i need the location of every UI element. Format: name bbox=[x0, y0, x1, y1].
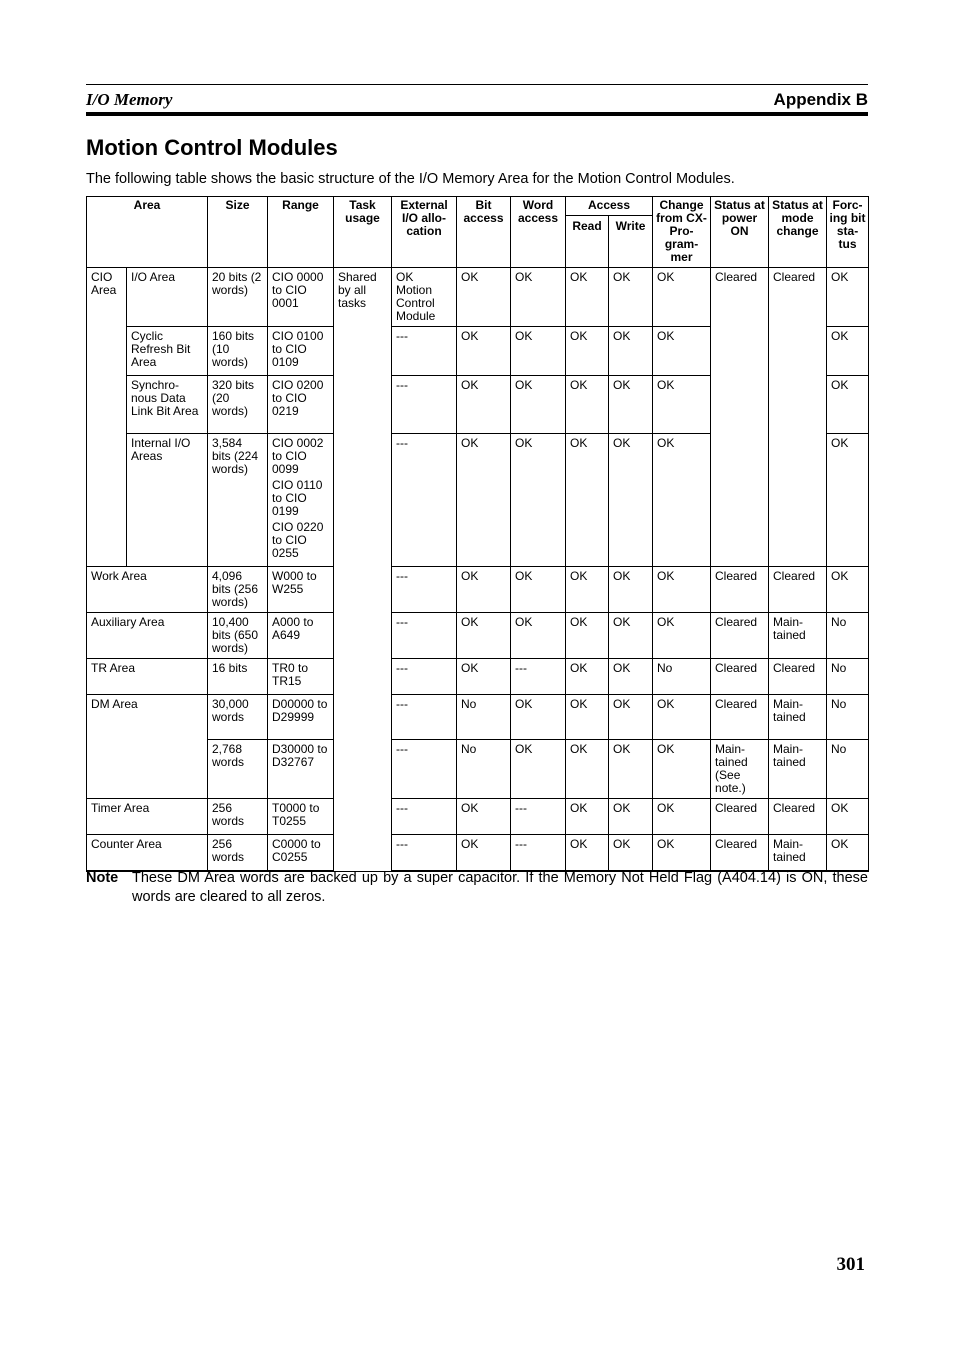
cell-word: OK bbox=[511, 434, 566, 567]
cell-bit: No bbox=[457, 695, 511, 740]
range-value: C0000 to C0255 bbox=[272, 837, 321, 864]
running-header-appendix: Appendix B bbox=[773, 90, 868, 109]
cell-bit: OK bbox=[457, 613, 511, 659]
cell-read: OK bbox=[566, 695, 609, 740]
cell-change: OK bbox=[653, 567, 711, 613]
cell-change: OK bbox=[653, 434, 711, 567]
range-value: CIO 0100 to CIO 0109 bbox=[272, 329, 324, 369]
table-row bbox=[87, 567, 869, 613]
cell-write: OK bbox=[609, 268, 653, 327]
range-value: CIO 0220 to CIO 0255 bbox=[272, 520, 324, 560]
cell-write: OK bbox=[609, 835, 653, 872]
cell-read: OK bbox=[566, 327, 609, 376]
col-header-change: Change from CX-Pro-gram-mer bbox=[653, 197, 711, 268]
cell-read: OK bbox=[566, 567, 609, 613]
cell-range bbox=[268, 327, 334, 376]
cell-status-power: Cleared bbox=[711, 659, 769, 695]
cell-size: 20 bits (2 words) bbox=[208, 268, 268, 327]
cell-size: 256 words bbox=[208, 799, 268, 835]
cell-status-mode: Main-tained bbox=[769, 740, 827, 799]
range-value: W000 to W255 bbox=[272, 569, 317, 596]
cell-read: OK bbox=[566, 268, 609, 327]
cell-size: 320 bits (20 words) bbox=[208, 376, 268, 434]
cell-word: OK bbox=[511, 376, 566, 434]
cell-status-power: Cleared bbox=[711, 835, 769, 872]
intro-paragraph: The following table shows the basic structure of the I/O Memory Area for the Motion Control Modules. bbox=[86, 171, 735, 187]
col-header-access: Access bbox=[566, 197, 653, 216]
cell-read: OK bbox=[566, 613, 609, 659]
cell-word: --- bbox=[511, 835, 566, 872]
cell-write: OK bbox=[609, 376, 653, 434]
note-text: These DM Area words are backed up by a super capacitor. If the Memory Not Held Flag (A404.14) is ON, these words are cleared to all zeros. bbox=[132, 870, 868, 905]
table-row bbox=[87, 835, 869, 872]
cell-write: OK bbox=[609, 799, 653, 835]
cell-task-usage: Shared by all tasks bbox=[334, 268, 392, 872]
col-header-task-usage: Task usage bbox=[334, 197, 392, 268]
cell-forcing: OK bbox=[827, 799, 869, 835]
cell-size: 2,768 words bbox=[208, 740, 268, 799]
cell-range bbox=[268, 740, 334, 799]
range-value: D30000 to D32767 bbox=[272, 742, 328, 769]
cell-word: OK bbox=[511, 695, 566, 740]
cell-write: OK bbox=[609, 659, 653, 695]
cell-bit: OK bbox=[457, 659, 511, 695]
cell-forcing: OK bbox=[827, 376, 869, 434]
cell-bit: OK bbox=[457, 268, 511, 327]
range-value: A000 to A649 bbox=[272, 615, 314, 642]
io-memory-table bbox=[86, 196, 869, 872]
cell-range bbox=[268, 376, 334, 434]
cell-status-mode: Main-tained bbox=[769, 835, 827, 872]
cell-change: OK bbox=[653, 835, 711, 872]
cell-word: OK bbox=[511, 567, 566, 613]
cell-size: 256 words bbox=[208, 835, 268, 872]
cell-bit: OK bbox=[457, 327, 511, 376]
section-title: Motion Control Modules bbox=[86, 135, 338, 160]
cell-status-mode: Cleared bbox=[769, 799, 827, 835]
cell-size: 16 bits bbox=[208, 659, 268, 695]
cell-write: OK bbox=[609, 740, 653, 799]
col-header-external-io: External I/O allo-cation bbox=[392, 197, 457, 268]
cell-range bbox=[268, 434, 334, 567]
cell-area: Internal I/O Areas bbox=[127, 434, 208, 567]
group-label-cio: CIO Area bbox=[87, 268, 127, 567]
cell-forcing: OK bbox=[827, 835, 869, 872]
cell-status-power: Main-tained (See note.) bbox=[711, 740, 769, 799]
cell-external: --- bbox=[392, 434, 457, 567]
cell-external: --- bbox=[392, 327, 457, 376]
range-value: TR0 to TR15 bbox=[272, 661, 309, 688]
cell-change: OK bbox=[653, 799, 711, 835]
cell-forcing: No bbox=[827, 613, 869, 659]
cell-read: OK bbox=[566, 376, 609, 434]
cell-area: TR Area bbox=[87, 659, 208, 695]
cell-size: 160 bits (10 words) bbox=[208, 327, 268, 376]
cell-status-power: Cleared bbox=[711, 613, 769, 659]
cell-word: --- bbox=[511, 659, 566, 695]
cell-external: --- bbox=[392, 695, 457, 740]
cell-external: --- bbox=[392, 567, 457, 613]
cell-external: --- bbox=[392, 835, 457, 872]
cell-change: OK bbox=[653, 740, 711, 799]
range-value: D00000 to D29999 bbox=[272, 697, 328, 724]
cell-status-mode: Main-tained bbox=[769, 613, 827, 659]
cell-area: I/O Area bbox=[127, 268, 208, 327]
cell-forcing: OK bbox=[827, 434, 869, 567]
cell-size: 3,584 bits (224 words) bbox=[208, 434, 268, 567]
cell-area: Counter Area bbox=[87, 835, 208, 872]
cell-bit: OK bbox=[457, 434, 511, 567]
cell-write: OK bbox=[609, 327, 653, 376]
col-header-word-access: Word access bbox=[511, 197, 566, 268]
cell-write: OK bbox=[609, 567, 653, 613]
col-header-bit-access: Bit access bbox=[457, 197, 511, 268]
cell-read: OK bbox=[566, 835, 609, 872]
range-value: CIO 0002 to CIO 0099 bbox=[272, 436, 324, 476]
col-header-forcing: Forc-ing bit sta-tus bbox=[827, 197, 869, 268]
table-row bbox=[87, 268, 869, 327]
cell-bit: OK bbox=[457, 799, 511, 835]
cell-change: OK bbox=[653, 376, 711, 434]
col-header-read: Read bbox=[566, 216, 609, 268]
range-value: CIO 0110 to CIO 0199 bbox=[272, 478, 323, 518]
cell-write: OK bbox=[609, 695, 653, 740]
col-header-status-power: Status at power ON bbox=[711, 197, 769, 268]
footnote bbox=[86, 869, 868, 907]
cell-size: 30,000 words bbox=[208, 695, 268, 740]
cell-range bbox=[268, 268, 334, 327]
header-rule-thick bbox=[86, 112, 868, 116]
cell-range bbox=[268, 659, 334, 695]
header-rule-thin bbox=[86, 84, 868, 85]
cell-range bbox=[268, 695, 334, 740]
cell-word: OK bbox=[511, 740, 566, 799]
group-label-dm: DM Area bbox=[87, 695, 208, 799]
cell-range bbox=[268, 799, 334, 835]
cell-change: OK bbox=[653, 695, 711, 740]
cell-forcing: OK bbox=[827, 567, 869, 613]
cell-status-power: Cleared bbox=[711, 799, 769, 835]
cell-forcing: No bbox=[827, 740, 869, 799]
table-row bbox=[87, 695, 869, 740]
cell-status-mode: Cleared bbox=[769, 567, 827, 613]
cell-area: Work Area bbox=[87, 567, 208, 613]
cell-change: OK bbox=[653, 327, 711, 376]
cell-forcing: No bbox=[827, 659, 869, 695]
cell-status-power: Cleared bbox=[711, 268, 769, 567]
cell-write: OK bbox=[609, 434, 653, 567]
cell-external: --- bbox=[392, 659, 457, 695]
cell-forcing: No bbox=[827, 695, 869, 740]
col-header-area: Area bbox=[87, 197, 208, 268]
col-header-write: Write bbox=[609, 216, 653, 268]
cell-external: --- bbox=[392, 740, 457, 799]
cell-bit: OK bbox=[457, 376, 511, 434]
cell-status-mode: Main-tained bbox=[769, 695, 827, 740]
cell-status-mode: Cleared bbox=[769, 268, 827, 567]
running-header-title: I/O Memory bbox=[86, 90, 173, 109]
cell-word: OK bbox=[511, 327, 566, 376]
cell-range bbox=[268, 613, 334, 659]
cell-word: --- bbox=[511, 799, 566, 835]
cell-change: OK bbox=[653, 268, 711, 327]
cell-bit: OK bbox=[457, 567, 511, 613]
table-row bbox=[87, 659, 869, 695]
range-value: CIO 0200 to CIO 0219 bbox=[272, 378, 324, 418]
range-value: CIO 0000 to CIO 0001 bbox=[272, 270, 324, 310]
cell-size: 4,096 bits (256 words) bbox=[208, 567, 268, 613]
cell-word: OK bbox=[511, 268, 566, 327]
table-row bbox=[87, 613, 869, 659]
cell-range bbox=[268, 567, 334, 613]
cell-word: OK bbox=[511, 613, 566, 659]
col-header-status-mode: Status at mode change bbox=[769, 197, 827, 268]
cell-external: --- bbox=[392, 376, 457, 434]
table-row bbox=[87, 799, 869, 835]
cell-read: OK bbox=[566, 434, 609, 567]
note-label: Note bbox=[86, 870, 119, 886]
cell-external: OK Motion Control Module bbox=[392, 268, 457, 327]
cell-forcing: OK bbox=[827, 268, 869, 327]
cell-status-power: Cleared bbox=[711, 567, 769, 613]
cell-size: 10,400 bits (650 words) bbox=[208, 613, 268, 659]
range-value: T0000 to T0255 bbox=[272, 801, 320, 828]
cell-external: --- bbox=[392, 799, 457, 835]
cell-change: OK bbox=[653, 613, 711, 659]
cell-read: OK bbox=[566, 659, 609, 695]
cell-bit: No bbox=[457, 740, 511, 799]
cell-change: No bbox=[653, 659, 711, 695]
cell-status-mode: Cleared bbox=[769, 659, 827, 695]
cell-read: OK bbox=[566, 740, 609, 799]
header-row bbox=[87, 197, 869, 216]
cell-status-power: Cleared bbox=[711, 695, 769, 740]
col-header-size: Size bbox=[208, 197, 268, 268]
col-header-range: Range bbox=[268, 197, 334, 268]
cell-external: --- bbox=[392, 613, 457, 659]
cell-forcing: OK bbox=[827, 327, 869, 376]
cell-area: Auxiliary Area bbox=[87, 613, 208, 659]
cell-bit: OK bbox=[457, 835, 511, 872]
cell-area: Synchro-nous Data Link Bit Area bbox=[127, 376, 208, 434]
cell-area: Cyclic Refresh Bit Area bbox=[127, 327, 208, 376]
cell-read: OK bbox=[566, 799, 609, 835]
cell-range bbox=[268, 835, 334, 872]
cell-write: OK bbox=[609, 613, 653, 659]
page-number: 301 bbox=[836, 1254, 865, 1275]
cell-area: Timer Area bbox=[87, 799, 208, 835]
